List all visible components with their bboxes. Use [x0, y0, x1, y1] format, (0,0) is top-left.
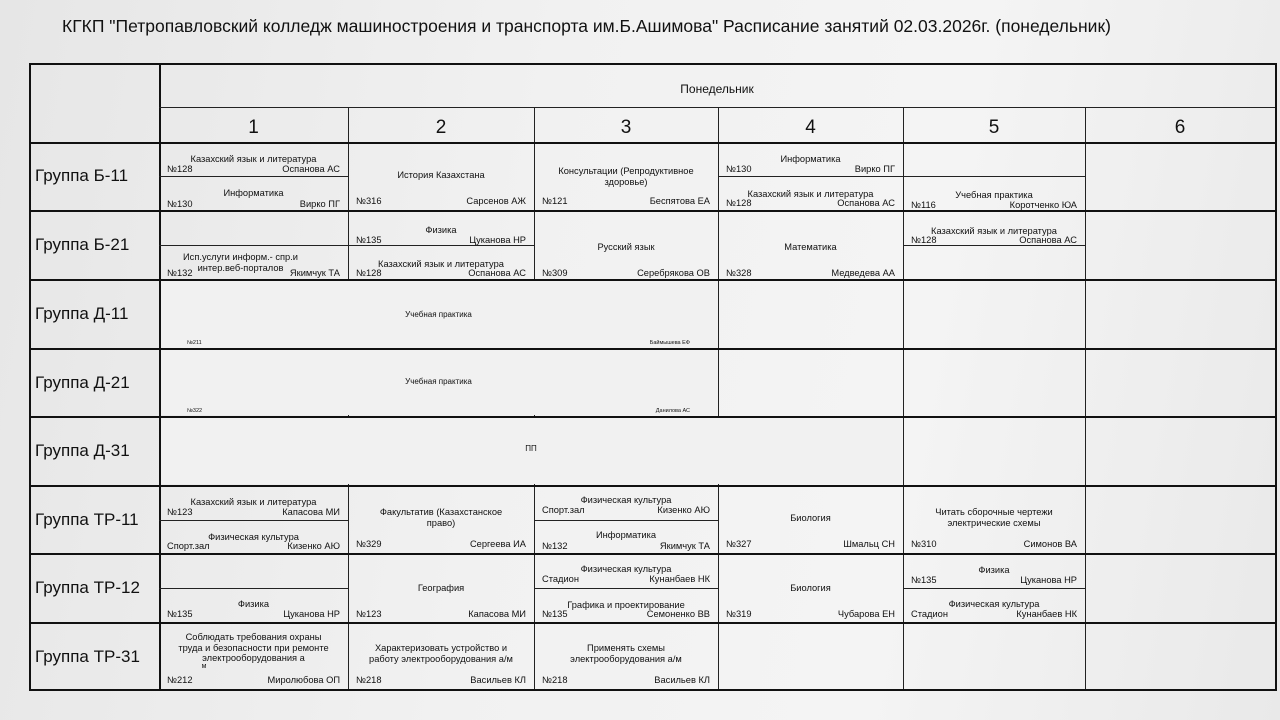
lesson-cell: ПП — [525, 444, 537, 453]
period-1-header: 1 — [248, 117, 259, 138]
group-name: Группа ТР-31 — [35, 647, 140, 666]
grid-line — [903, 245, 1085, 246]
period-3-header: 3 — [620, 117, 632, 138]
lesson-cell: Исп.услуги информ.- спр.и интер.веб-порталов №132 Якимчук ТА — [167, 252, 340, 278]
group-name: Группа Д-11 — [35, 304, 129, 323]
lesson-cell: История Казахстана №316 Сарсенов АЖ — [356, 170, 526, 206]
lesson-cell: Физическая культура Стадион Кунанбаев НК — [911, 599, 1077, 619]
period-6-header: 6 — [1174, 117, 1186, 138]
page-title: КГКП "Петропавловский колледж машиностроения и транспорта им.Б.Ашимова" Расписание занятий 02.03.2026г. (понедельник) — [62, 16, 1111, 36]
lesson-cell: Казахский язык и литература №128 Оспанова АС — [167, 154, 340, 174]
schedule-table — [29, 63, 1277, 691]
period-2-header: 2 — [435, 117, 447, 138]
lesson-cell: География №123 Капасова МИ — [356, 583, 526, 619]
group-name: Группа Б-21 — [35, 235, 130, 254]
lesson-cell: Казахский язык и литература №128 Оспанова АС — [726, 189, 895, 208]
lesson-cell: Информатика №130 Вирко ПГ — [167, 188, 340, 209]
day-header: Понедельник — [680, 82, 754, 96]
lesson-cell: Биология №327 Шмальц СН — [726, 513, 895, 549]
lesson-cell: Физическая культура Спорт.зал Кизенко АЮ — [167, 532, 340, 551]
lesson-cell: Физика №135 Цуканова НР — [356, 225, 526, 245]
lesson-cell: Физика №135 Цуканова НР — [167, 599, 340, 619]
group-name: Группа Б-11 — [35, 166, 129, 185]
grid-line — [159, 107, 1275, 108]
lesson-cell: Учебная практика №322 Данилова АС — [187, 377, 690, 414]
lesson-cell: Графика и проектирование №135 Семоненко ВВ — [542, 600, 710, 619]
period-4-header: 4 — [805, 117, 816, 138]
lesson-cell: Математика №328 Медведева АА — [726, 242, 895, 278]
group-name: Группа ТР-11 — [35, 510, 139, 529]
lesson-cell: Применять схемы электрооборудования а/м №218 Васильев КЛ — [542, 643, 710, 685]
grid-line — [1085, 107, 1086, 689]
group-name: Группа ТР-12 — [35, 578, 140, 597]
lesson-cell: Читать сборочные чертежи электрические схемы №310 Симонов ВА — [911, 507, 1077, 549]
lesson-cell: Биология №319 Чубарова ЕН — [726, 583, 895, 619]
lesson-cell: Консультации (Репродуктивное здоровье) №121 Беспятова ЕА — [542, 166, 710, 206]
lesson-cell: Факультатив (Казахстанское право) №329 Сергеева ИА — [356, 507, 526, 549]
lesson-cell: Информатика №130 Вирко ПГ — [726, 154, 895, 174]
group-name: Группа Д-31 — [35, 441, 130, 460]
lesson-cell: Физическая культура Спорт.зал Кизенко АЮ — [542, 495, 710, 515]
period-5-header: 5 — [988, 117, 1000, 138]
lesson-cell: Информатика №132 Якимчук ТА — [542, 530, 710, 551]
lesson-cell: Соблюдать требования охраны труда и безопасности при ремонте электрооборудования а м №212 Миролюбова ОП — [167, 632, 340, 685]
lesson-cell: Русский язык №309 Серебрякова ОВ — [542, 242, 710, 278]
lesson-cell: Казахский язык и литература №128 Оспанова АС — [356, 259, 526, 278]
lesson-cell: Казахский язык и литература №123 Капасова МИ — [167, 497, 340, 517]
lesson-cell: Учебная практика №211 Баймышева ЕФ — [187, 310, 690, 346]
group-name: Группа Д-21 — [35, 373, 130, 392]
lesson-cell: Характеризовать устройство и работу электрооборудования а/м №218 Васильев КЛ — [356, 643, 526, 685]
lesson-cell: Физика №135 Цуканова НР — [911, 565, 1077, 585]
lesson-cell: Казахский язык и литература №128 Оспанова АС — [911, 226, 1077, 245]
lesson-cell: Учебная практика №116 Коротченко ЮА — [911, 190, 1077, 210]
lesson-cell: Физическая культура Стадион Кунанбаев НК — [542, 564, 710, 584]
